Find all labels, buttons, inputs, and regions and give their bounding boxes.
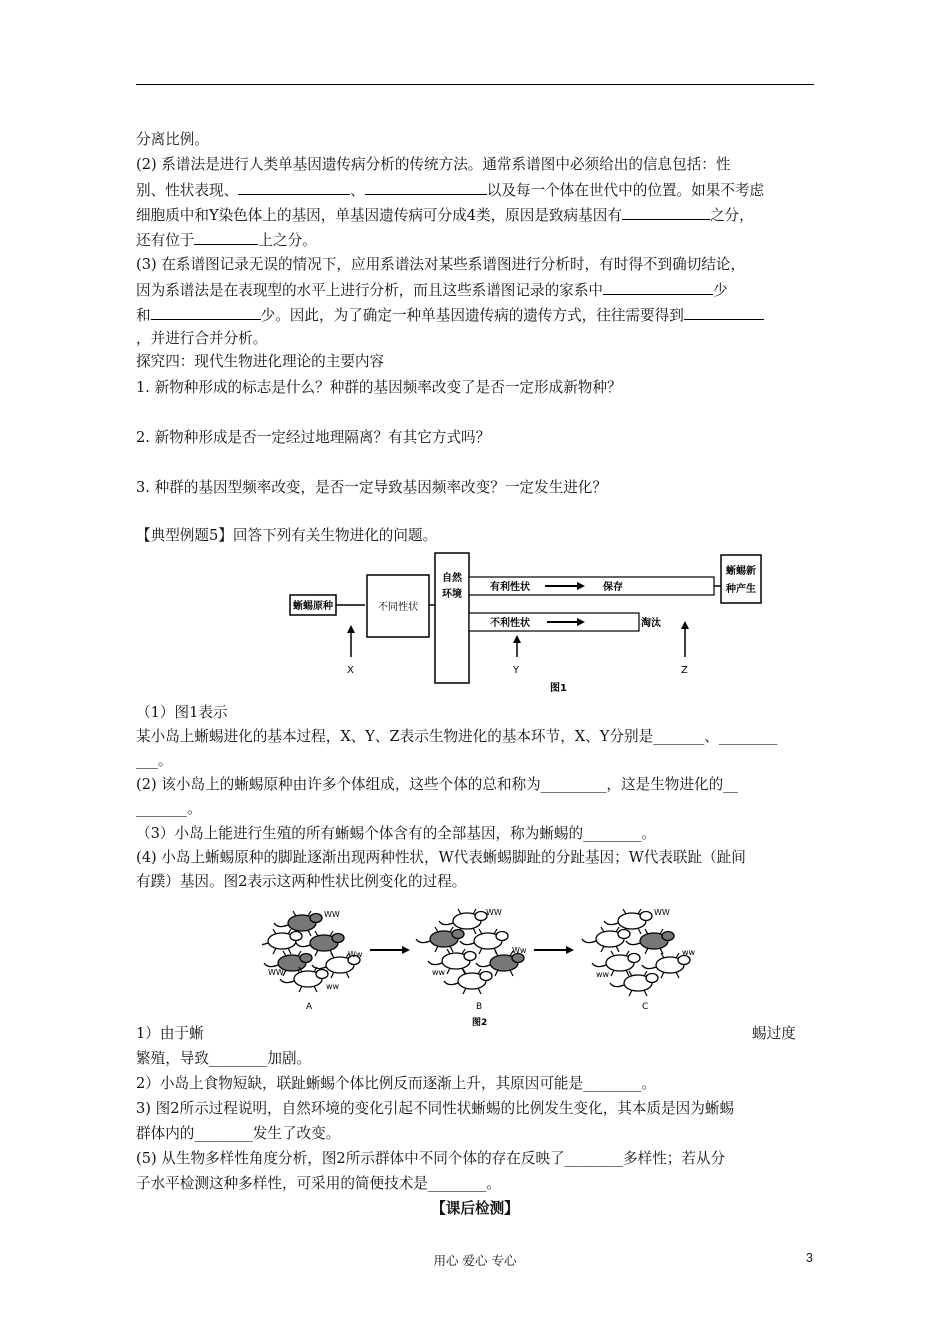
label-z: Z [681, 665, 688, 676]
text-line: 群体内的________发生了改变。 [136, 1125, 341, 1142]
text-segment: 之分， [709, 207, 754, 224]
panel-b-lizards [416, 909, 524, 994]
environment-label-2: 环境 [442, 589, 462, 600]
gene-label: Ww [348, 950, 363, 959]
text-segment: 别、性状表现、 [136, 182, 239, 199]
answer-blank[interactable] [194, 230, 258, 245]
panel-c-lizards [582, 909, 690, 996]
section-heading: 探究四：现代生物进化理论的主要内容 [136, 353, 385, 370]
gene-label: ww [596, 970, 610, 979]
text-line [136, 280, 728, 301]
page-number: 3 [806, 1251, 813, 1265]
text-line: (3) 在系谱图记录无误的情况下，应用系谱法对某些系谱图进行分析时，有时得不到确切结论， [136, 256, 746, 273]
new-species-label-1: 蜥蜴新 [726, 566, 756, 577]
text-line: 有蹼）基因。图2表示这两种性状比例变化的过程。 [136, 873, 467, 890]
text-line [136, 180, 764, 201]
figure-2-diagram [262, 905, 742, 1030]
figure-1-caption: 图1 [550, 683, 567, 694]
text-line: 子水平检测这种多样性，可采用的简便技术是________。 [136, 1175, 501, 1192]
header-rule [136, 84, 814, 85]
traits-label: 不同性状 [378, 602, 418, 613]
question-2: 2. 新物种形成是否一定经过地理隔离？有其它方式吗？ [136, 429, 491, 446]
panel-b-label: B [476, 1002, 483, 1012]
text-line: (4) 小岛上蜥蜴原种的脚趾逐渐出现两种性状，W代表蜥蜴脚趾的分趾基因；W代表联趾（趾间 [136, 849, 746, 866]
arrow-head [402, 946, 410, 954]
answer-blank[interactable] [603, 280, 713, 295]
text-line: (5) 从生物多样性角度分析，图2所示群体中不同个体的存在反映了________多样性；若从分 [136, 1150, 726, 1167]
new-species-label-2: 种产生 [726, 584, 756, 595]
good-trait-label: 有利性状 [490, 582, 530, 593]
example-heading: 【典型例题5】回答下列有关生物进化的问题。 [136, 527, 438, 544]
gene-label: WW [486, 908, 502, 917]
text-segment: 和 [136, 307, 151, 324]
text-line: 3) 图2所示过程说明，自然环境的变化引起不同性状蜥蜴的比例发生变化，其本质是因为蜥蜴 [136, 1100, 735, 1117]
environment-label-1: 自然 [442, 573, 462, 584]
question-1: 1. 新物种形成的标志是什么？种群的基因频率改变了是否一定形成新物种？ [136, 379, 622, 396]
text-line: 蜴过度 [752, 1025, 796, 1042]
text-line: (2) 该小岛上的蜥蜴原种由许多个体组成，这些个体的总和称为_________，这是生物进化的__ [136, 776, 738, 793]
text-line: _______。 [136, 800, 202, 817]
figure-2-caption: 图2 [472, 1018, 488, 1028]
text-line: 1）由于蜥 [136, 1025, 204, 1042]
text-line: 分离比例。 [136, 131, 209, 148]
figure-1-diagram [285, 545, 765, 695]
panel-a-label: A [306, 1002, 313, 1012]
text-segment: 、 [350, 182, 365, 199]
text-line: （3）小岛上能进行生殖的所有蜥蜴个体含有的全部基因，称为蜥蜴的________。 [136, 825, 657, 842]
arrow-head [347, 625, 355, 633]
answer-blank[interactable] [622, 205, 710, 220]
text-line: ___。 [136, 752, 173, 769]
gene-label: WW [654, 908, 670, 917]
gene-label: WW [324, 910, 340, 919]
panel-c-label: C [642, 1002, 649, 1012]
text-line: 繁殖，导致________加剧。 [136, 1050, 312, 1067]
new-species-box [721, 555, 761, 603]
text-line: 2）小岛上食物短缺，联趾蜥蜴个体比例反而逐渐上升，其原因可能是________。 [136, 1075, 657, 1092]
text-line: （1）图1表示 [136, 704, 228, 721]
answer-blank[interactable] [238, 180, 350, 195]
answer-blank[interactable] [151, 305, 261, 320]
text-segment: 以及每一个体在世代中的位置。如果不考虑 [486, 182, 765, 199]
answer-blank[interactable] [684, 305, 764, 320]
text-line [136, 230, 317, 251]
arrow-head [681, 621, 689, 629]
text-line [136, 205, 754, 226]
arrow-head [513, 635, 521, 643]
gene-label: ww [682, 948, 696, 957]
text-segment: 上之分。 [258, 232, 317, 249]
arrow-head [566, 946, 574, 954]
label-y: Y [513, 665, 520, 676]
bad-trait-label: 不利性状 [490, 618, 530, 629]
text-segment: 少 [713, 282, 728, 299]
footer-slogan: 用心 爱心 专心 [433, 1253, 517, 1268]
gene-label: Ww [512, 946, 527, 955]
keep-label: 保存 [603, 582, 623, 593]
after-class-heading: 【课后检测】 [431, 1200, 519, 1217]
text-line: 某小岛上蜥蜴进化的基本过程，X、Y、Z表示生物进化的基本环节，X、Y分别是_______、________ [136, 728, 778, 745]
gene-label: WW [268, 968, 284, 977]
gene-label: ww [326, 982, 340, 991]
label-x: X [347, 665, 354, 676]
panel-a-lizards [262, 911, 360, 992]
question-3: 3. 种群的基因型频率改变，是否一定导致基因频率改变？一定发生进化？ [136, 479, 607, 496]
text-segment: 少。因此，为了确定一种单基因遗传病的遗传方式，往往需要得到 [260, 307, 684, 324]
text-segment: 因为系谱法是在表现型的水平上进行分析，而且这些系谱图记录的家系中 [136, 282, 604, 299]
text-line: (2) 系谱法是进行人类单基因遗传病分析的传统方法。通常系谱图中必须给出的信息包括：性 [136, 156, 731, 173]
answer-blank[interactable] [365, 180, 487, 195]
text-line: ，并进行合并分析。 [136, 330, 268, 347]
eliminate-label: 淘汰 [641, 618, 661, 629]
gene-label: ww [432, 968, 446, 977]
text-segment: 还有位于 [136, 232, 195, 249]
text-line [136, 305, 764, 326]
origin-label: 蜥蜴原种 [293, 601, 333, 612]
text-segment: 细胞质中和Y染色体上的基因，单基因遗传病可分成4类，原因是致病基因有 [136, 207, 622, 224]
